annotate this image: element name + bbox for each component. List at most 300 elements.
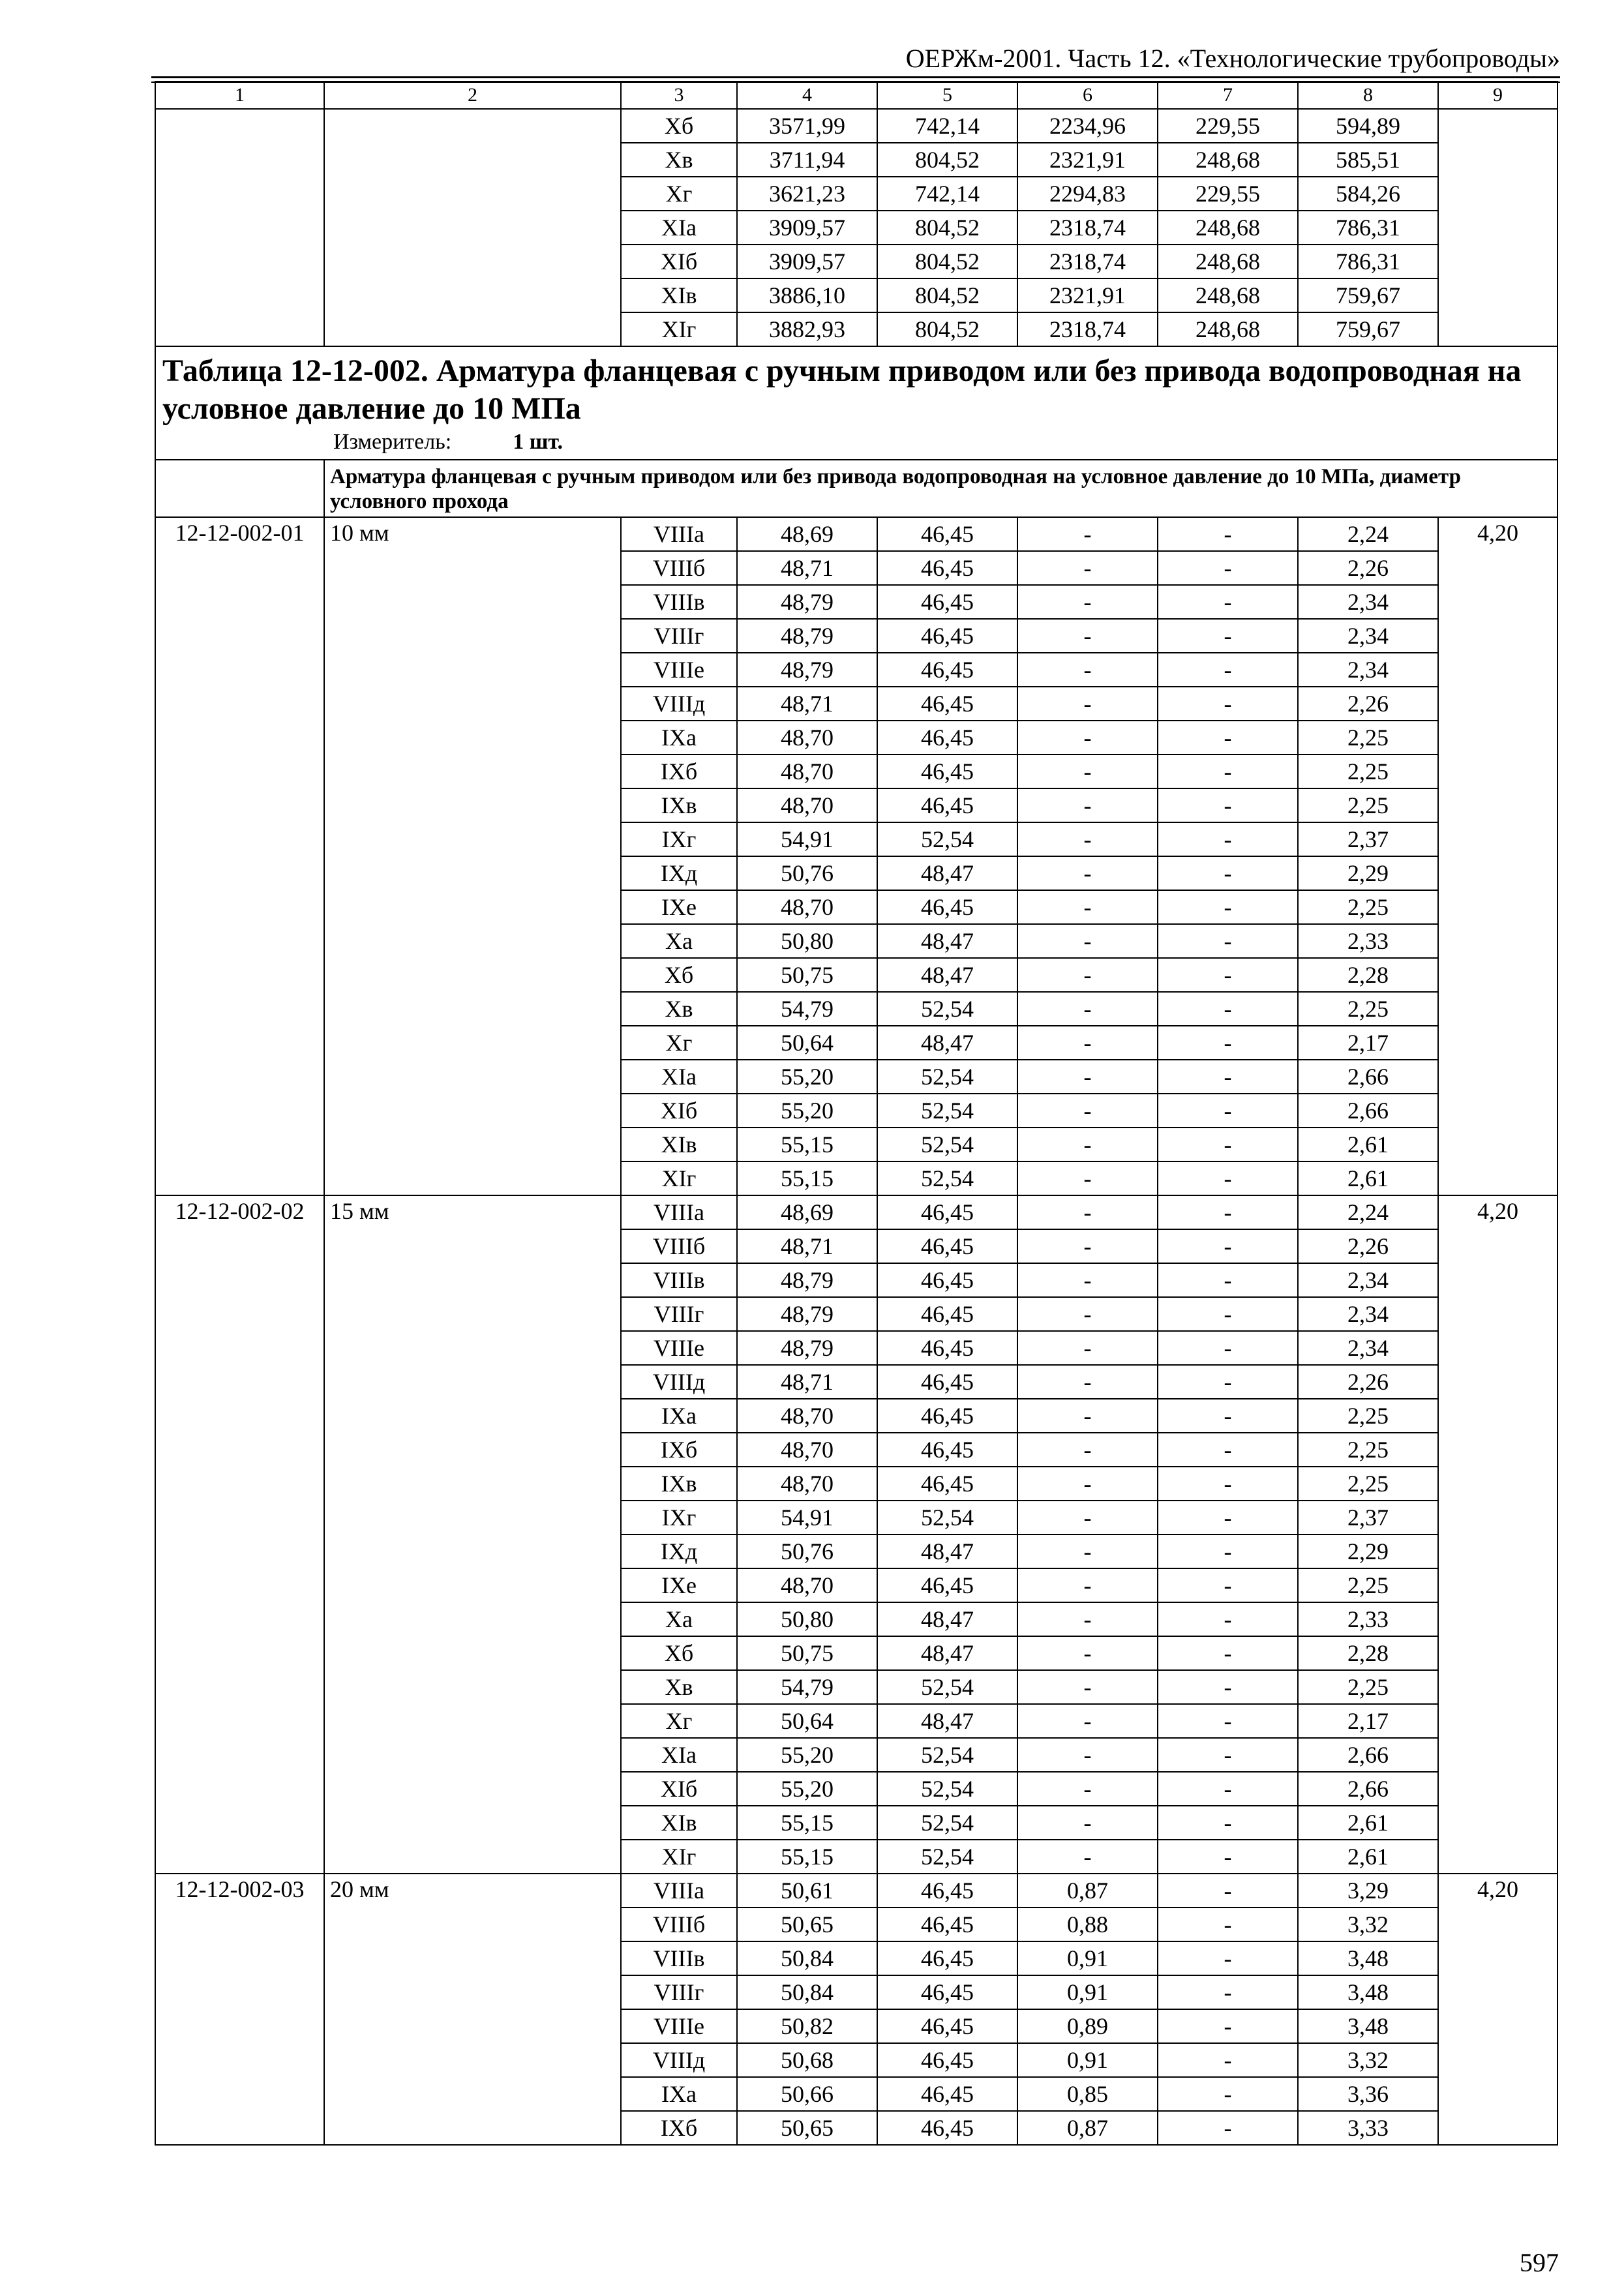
value-cell: -: [1158, 1060, 1298, 1094]
value-cell: 804,52: [877, 278, 1017, 312]
rate-code: 12-12-002-02: [155, 1195, 324, 1874]
value-cell: -: [1158, 517, 1298, 551]
value-cell: -: [1017, 1501, 1158, 1534]
value-cell: -: [1017, 1263, 1158, 1297]
value-cell: 804,52: [877, 211, 1017, 245]
value-cell: 2,66: [1298, 1738, 1438, 1772]
column-number: 9: [1438, 82, 1557, 109]
zone-cell: XIв: [621, 278, 737, 312]
zone-cell: VIIIв: [621, 1263, 737, 1297]
value-cell: 52,54: [877, 1738, 1017, 1772]
value-cell: -: [1158, 1534, 1298, 1568]
value-cell: -: [1017, 1704, 1158, 1738]
value-cell: 46,45: [877, 1365, 1017, 1399]
value-cell: -: [1158, 1704, 1298, 1738]
value-cell: 2,25: [1298, 1568, 1438, 1602]
zone-cell: Хг: [621, 177, 737, 211]
column-number: 8: [1298, 82, 1438, 109]
col9-value: 4,20: [1438, 517, 1557, 1195]
zone-cell: Хг: [621, 1026, 737, 1060]
value-cell: 2,25: [1298, 890, 1438, 924]
value-cell: -: [1017, 1331, 1158, 1365]
value-cell: 50,66: [737, 2077, 877, 2111]
zone-cell: VIIIб: [621, 1908, 737, 1941]
value-cell: 2,25: [1298, 788, 1438, 822]
value-cell: 0,91: [1017, 1975, 1158, 2009]
value-cell: -: [1158, 1568, 1298, 1602]
value-cell: 48,70: [737, 1467, 877, 1501]
value-cell: 48,47: [877, 1636, 1017, 1670]
value-cell: 48,69: [737, 517, 877, 551]
value-cell: 804,52: [877, 312, 1017, 346]
value-cell: 55,20: [737, 1772, 877, 1806]
value-cell: 50,84: [737, 1941, 877, 1975]
value-cell: 54,79: [737, 1670, 877, 1704]
value-cell: -: [1017, 1670, 1158, 1704]
value-cell: 46,45: [877, 1874, 1017, 1908]
value-cell: 48,69: [737, 1195, 877, 1229]
value-cell: 52,54: [877, 822, 1017, 856]
zone-cell: XIб: [621, 1772, 737, 1806]
value-cell: -: [1158, 619, 1298, 653]
value-cell: 55,20: [737, 1060, 877, 1094]
zone-cell: VIIIа: [621, 1874, 737, 1908]
empty-code-cell: [155, 460, 324, 517]
value-cell: 46,45: [877, 2043, 1017, 2077]
value-cell: -: [1158, 1467, 1298, 1501]
value-cell: 48,47: [877, 1704, 1017, 1738]
zone-cell: Хв: [621, 1670, 737, 1704]
zone-cell: IXа: [621, 721, 737, 755]
rate-code: 12-12-002-01: [155, 517, 324, 1195]
zone-cell: VIIIг: [621, 1975, 737, 2009]
value-cell: 55,15: [737, 1840, 877, 1874]
value-cell: 46,45: [877, 1263, 1017, 1297]
zone-cell: IXг: [621, 822, 737, 856]
page-number: 597: [1520, 2248, 1559, 2277]
value-cell: 50,82: [737, 2009, 877, 2043]
value-cell: -: [1158, 1026, 1298, 1060]
zone-cell: IXд: [621, 1534, 737, 1568]
value-cell: -: [1158, 1670, 1298, 1704]
zone-cell: VIIIе: [621, 653, 737, 687]
value-cell: 46,45: [877, 653, 1017, 687]
value-cell: 48,47: [877, 924, 1017, 958]
value-cell: 48,47: [877, 1026, 1017, 1060]
value-cell: 0,91: [1017, 2043, 1158, 2077]
value-cell: -: [1017, 1840, 1158, 1874]
column-number: 1: [155, 82, 324, 109]
zone-cell: XIа: [621, 1738, 737, 1772]
value-cell: 50,65: [737, 2111, 877, 2145]
value-cell: -: [1158, 822, 1298, 856]
value-cell: -: [1158, 1636, 1298, 1670]
value-cell: 3711,94: [737, 143, 877, 177]
value-cell: -: [1158, 1941, 1298, 1975]
value-cell: 2,28: [1298, 958, 1438, 992]
measure-label: Измеритель:: [333, 430, 452, 454]
value-cell: -: [1017, 1060, 1158, 1094]
table-title-cell: [155, 346, 1557, 460]
value-cell: -: [1017, 1026, 1158, 1060]
value-cell: 2,26: [1298, 687, 1438, 721]
value-cell: 248,68: [1158, 143, 1298, 177]
value-cell: -: [1017, 1161, 1158, 1195]
value-cell: -: [1017, 1433, 1158, 1467]
value-cell: 46,45: [877, 721, 1017, 755]
value-cell: 2,37: [1298, 822, 1438, 856]
value-cell: -: [1158, 687, 1298, 721]
column-number: 4: [737, 82, 877, 109]
value-cell: -: [1017, 1229, 1158, 1263]
value-cell: 585,51: [1298, 143, 1438, 177]
value-cell: 48,79: [737, 585, 877, 619]
value-cell: 48,70: [737, 890, 877, 924]
diameter: 15 мм: [324, 1195, 621, 1874]
value-cell: 46,45: [877, 2009, 1017, 2043]
zone-cell: IXе: [621, 890, 737, 924]
zone-cell: XIг: [621, 1840, 737, 1874]
value-cell: 248,68: [1158, 211, 1298, 245]
value-cell: 50,76: [737, 1534, 877, 1568]
value-cell: 3621,23: [737, 177, 877, 211]
value-cell: 52,54: [877, 1772, 1017, 1806]
zone-cell: XIв: [621, 1128, 737, 1161]
value-cell: 2,61: [1298, 1806, 1438, 1840]
value-cell: -: [1158, 1161, 1298, 1195]
value-cell: 786,31: [1298, 245, 1438, 278]
value-cell: 46,45: [877, 1331, 1017, 1365]
value-cell: 46,45: [877, 1229, 1017, 1263]
value-cell: 52,54: [877, 1501, 1017, 1534]
value-cell: 46,45: [877, 788, 1017, 822]
value-cell: 46,45: [877, 619, 1017, 653]
zone-cell: VIIIд: [621, 687, 737, 721]
table-title: Таблица 12-12-002. Арматура фланцевая с ручным приводом или без привода водопроводная на условное давление до 10 МПа: [162, 353, 1522, 426]
value-cell: 54,91: [737, 1501, 877, 1534]
value-cell: 50,65: [737, 1908, 877, 1941]
value-cell: 3,32: [1298, 2043, 1438, 2077]
value-cell: -: [1017, 992, 1158, 1026]
value-cell: 52,54: [877, 1840, 1017, 1874]
value-cell: 229,55: [1158, 177, 1298, 211]
subcaption-row: [155, 460, 1557, 517]
value-cell: 50,64: [737, 1026, 877, 1060]
value-cell: 229,55: [1158, 109, 1298, 143]
value-cell: 2,66: [1298, 1060, 1438, 1094]
value-cell: -: [1158, 585, 1298, 619]
value-cell: 50,64: [737, 1704, 877, 1738]
value-cell: -: [1158, 551, 1298, 585]
table-title-row: [155, 346, 1557, 460]
measure-line: [162, 428, 1550, 456]
zone-cell: IXд: [621, 856, 737, 890]
value-cell: -: [1158, 1195, 1298, 1229]
value-cell: -: [1017, 822, 1158, 856]
value-cell: 52,54: [877, 992, 1017, 1026]
value-cell: 55,15: [737, 1128, 877, 1161]
column-number: 2: [324, 82, 621, 109]
value-cell: -: [1158, 958, 1298, 992]
value-cell: 48,70: [737, 788, 877, 822]
zone-cell: Хб: [621, 958, 737, 992]
value-cell: -: [1158, 1433, 1298, 1467]
value-cell: 0,91: [1017, 1941, 1158, 1975]
value-cell: 48,47: [877, 958, 1017, 992]
value-cell: 3,48: [1298, 1941, 1438, 1975]
value-cell: -: [1017, 890, 1158, 924]
value-cell: -: [1017, 1195, 1158, 1229]
value-cell: -: [1158, 1908, 1298, 1941]
value-cell: 742,14: [877, 109, 1017, 143]
value-cell: 2,29: [1298, 856, 1438, 890]
value-cell: 48,79: [737, 1297, 877, 1331]
value-cell: 48,71: [737, 551, 877, 585]
value-cell: -: [1017, 1806, 1158, 1840]
value-cell: 48,71: [737, 1229, 877, 1263]
value-cell: -: [1158, 1399, 1298, 1433]
value-cell: 742,14: [877, 177, 1017, 211]
value-cell: 52,54: [877, 1161, 1017, 1195]
zone-cell: XIг: [621, 1161, 737, 1195]
value-cell: 0,88: [1017, 1908, 1158, 1941]
value-cell: 50,76: [737, 856, 877, 890]
zone-cell: IXа: [621, 2077, 737, 2111]
value-cell: 48,70: [737, 1568, 877, 1602]
value-cell: -: [1158, 1094, 1298, 1128]
table-row: [155, 1874, 1557, 1908]
value-cell: 3909,57: [737, 211, 877, 245]
value-cell: 52,54: [877, 1806, 1017, 1840]
value-cell: 46,45: [877, 2111, 1017, 2145]
value-cell: 46,45: [877, 551, 1017, 585]
zone-cell: XIб: [621, 1094, 737, 1128]
column-number: 6: [1017, 82, 1158, 109]
value-cell: 2,25: [1298, 1467, 1438, 1501]
value-cell: -: [1017, 517, 1158, 551]
table-row: [155, 1195, 1557, 1229]
value-cell: 2,29: [1298, 1534, 1438, 1568]
value-cell: 2,37: [1298, 1501, 1438, 1534]
value-cell: -: [1158, 2077, 1298, 2111]
zone-cell: VIIIа: [621, 517, 737, 551]
value-cell: 2294,83: [1017, 177, 1158, 211]
zone-cell: XIв: [621, 1806, 737, 1840]
zone-cell: VIIIе: [621, 2009, 737, 2043]
value-cell: 2318,74: [1017, 245, 1158, 278]
value-cell: 2,25: [1298, 1670, 1438, 1704]
value-cell: -: [1158, 1840, 1298, 1874]
value-cell: 2,28: [1298, 1636, 1438, 1670]
value-cell: 2318,74: [1017, 211, 1158, 245]
value-cell: -: [1017, 551, 1158, 585]
empty-code-cell: [155, 109, 324, 346]
value-cell: 54,79: [737, 992, 877, 1026]
zone-cell: Хб: [621, 1636, 737, 1670]
value-cell: -: [1017, 1399, 1158, 1433]
value-cell: 50,68: [737, 2043, 877, 2077]
value-cell: -: [1158, 2009, 1298, 2043]
zone-cell: IXе: [621, 1568, 737, 1602]
value-cell: -: [1017, 788, 1158, 822]
zone-cell: XIа: [621, 1060, 737, 1094]
value-cell: 2,25: [1298, 755, 1438, 788]
value-cell: 46,45: [877, 1433, 1017, 1467]
zone-cell: IXб: [621, 2111, 737, 2145]
value-cell: 48,70: [737, 1433, 877, 1467]
value-cell: 759,67: [1298, 312, 1438, 346]
value-cell: -: [1017, 924, 1158, 958]
value-cell: 46,45: [877, 687, 1017, 721]
value-cell: -: [1017, 1602, 1158, 1636]
value-cell: 50,80: [737, 1602, 877, 1636]
table-row: [155, 517, 1557, 551]
value-cell: 50,84: [737, 1975, 877, 2009]
zone-cell: IXв: [621, 788, 737, 822]
value-cell: -: [1158, 1738, 1298, 1772]
value-cell: 52,54: [877, 1060, 1017, 1094]
value-cell: -: [1158, 788, 1298, 822]
value-cell: 48,71: [737, 687, 877, 721]
running-header: ОЕРЖм-2001. Часть 12. «Технологические трубопроводы»: [905, 44, 1560, 73]
column-number-row: [155, 82, 1557, 109]
subcaption: Арматура фланцевая с ручным приводом или без привода водопроводная на условное давление до 10 МПа, диаметр условного прохода: [324, 460, 1557, 517]
zone-cell: Ха: [621, 924, 737, 958]
value-cell: 46,45: [877, 1297, 1017, 1331]
value-cell: -: [1158, 1128, 1298, 1161]
value-cell: 46,45: [877, 1941, 1017, 1975]
value-cell: 2,34: [1298, 653, 1438, 687]
value-cell: 50,75: [737, 1636, 877, 1670]
zone-cell: IXв: [621, 1467, 737, 1501]
value-cell: 0,85: [1017, 2077, 1158, 2111]
zone-cell: VIIIе: [621, 1331, 737, 1365]
value-cell: 48,70: [737, 1399, 877, 1433]
value-cell: -: [1158, 1602, 1298, 1636]
zone-cell: Хг: [621, 1704, 737, 1738]
rate-code: 12-12-002-03: [155, 1874, 324, 2145]
value-cell: 55,20: [737, 1094, 877, 1128]
value-cell: -: [1158, 1874, 1298, 1908]
value-cell: 48,79: [737, 619, 877, 653]
value-cell: -: [1017, 1297, 1158, 1331]
value-cell: 804,52: [877, 143, 1017, 177]
value-cell: 2,34: [1298, 1297, 1438, 1331]
column-number: 3: [621, 82, 737, 109]
value-cell: 2321,91: [1017, 143, 1158, 177]
zone-cell: VIIIв: [621, 1941, 737, 1975]
value-cell: -: [1158, 890, 1298, 924]
value-cell: 248,68: [1158, 278, 1298, 312]
zone-cell: VIIIг: [621, 619, 737, 653]
value-cell: 46,45: [877, 755, 1017, 788]
value-cell: -: [1017, 1636, 1158, 1670]
value-cell: -: [1158, 1806, 1298, 1840]
zone-cell: XIа: [621, 211, 737, 245]
value-cell: 2,26: [1298, 1229, 1438, 1263]
zone-cell: VIIIб: [621, 1229, 737, 1263]
zone-cell: IXб: [621, 755, 737, 788]
value-cell: -: [1017, 619, 1158, 653]
value-cell: 3,36: [1298, 2077, 1438, 2111]
value-cell: 2234,96: [1017, 109, 1158, 143]
zone-cell: IXг: [621, 1501, 737, 1534]
value-cell: 50,75: [737, 958, 877, 992]
value-cell: 3,33: [1298, 2111, 1438, 2145]
value-cell: 52,54: [877, 1094, 1017, 1128]
value-cell: 55,15: [737, 1806, 877, 1840]
value-cell: 2,61: [1298, 1840, 1438, 1874]
empty-name-cell: [324, 109, 621, 346]
value-cell: -: [1158, 1297, 1298, 1331]
value-cell: -: [1158, 2111, 1298, 2145]
value-cell: 54,91: [737, 822, 877, 856]
value-cell: 584,26: [1298, 177, 1438, 211]
value-cell: 48,70: [737, 721, 877, 755]
value-cell: 786,31: [1298, 211, 1438, 245]
value-cell: -: [1158, 653, 1298, 687]
value-cell: 2,66: [1298, 1094, 1438, 1128]
zone-cell: VIIIв: [621, 585, 737, 619]
value-cell: 3886,10: [737, 278, 877, 312]
value-cell: 2,25: [1298, 1399, 1438, 1433]
value-cell: 46,45: [877, 585, 1017, 619]
value-cell: -: [1017, 585, 1158, 619]
value-cell: 48,47: [877, 856, 1017, 890]
value-cell: 46,45: [877, 1908, 1017, 1941]
value-cell: -: [1017, 721, 1158, 755]
value-cell: 3,32: [1298, 1908, 1438, 1941]
table-row: [155, 109, 1557, 143]
value-cell: -: [1017, 755, 1158, 788]
zone-cell: Ха: [621, 1602, 737, 1636]
value-cell: 2318,74: [1017, 312, 1158, 346]
value-cell: 2,25: [1298, 1433, 1438, 1467]
value-cell: 46,45: [877, 1568, 1017, 1602]
value-cell: 48,79: [737, 1331, 877, 1365]
value-cell: 52,54: [877, 1128, 1017, 1161]
value-cell: 48,79: [737, 653, 877, 687]
value-cell: 48,47: [877, 1602, 1017, 1636]
zone-cell: VIIIд: [621, 2043, 737, 2077]
col9-value: 4,20: [1438, 1874, 1557, 2145]
diameter: 20 мм: [324, 1874, 621, 2145]
value-cell: 2,33: [1298, 924, 1438, 958]
value-cell: -: [1158, 856, 1298, 890]
value-cell: -: [1017, 958, 1158, 992]
header-rule: [151, 76, 1560, 78]
value-cell: -: [1017, 1738, 1158, 1772]
value-cell: 3,48: [1298, 2009, 1438, 2043]
value-cell: -: [1158, 924, 1298, 958]
value-cell: 2,17: [1298, 1704, 1438, 1738]
value-cell: 3909,57: [737, 245, 877, 278]
zone-cell: VIIIг: [621, 1297, 737, 1331]
value-cell: 2,66: [1298, 1772, 1438, 1806]
value-cell: -: [1017, 1568, 1158, 1602]
value-cell: 50,80: [737, 924, 877, 958]
value-cell: -: [1158, 721, 1298, 755]
value-cell: 48,79: [737, 1263, 877, 1297]
value-cell: -: [1158, 755, 1298, 788]
value-cell: -: [1158, 1331, 1298, 1365]
value-cell: 46,45: [877, 1399, 1017, 1433]
value-cell: -: [1158, 1229, 1298, 1263]
value-cell: -: [1017, 1467, 1158, 1501]
column-number: 5: [877, 82, 1017, 109]
value-cell: -: [1017, 1128, 1158, 1161]
value-cell: 2,26: [1298, 1365, 1438, 1399]
